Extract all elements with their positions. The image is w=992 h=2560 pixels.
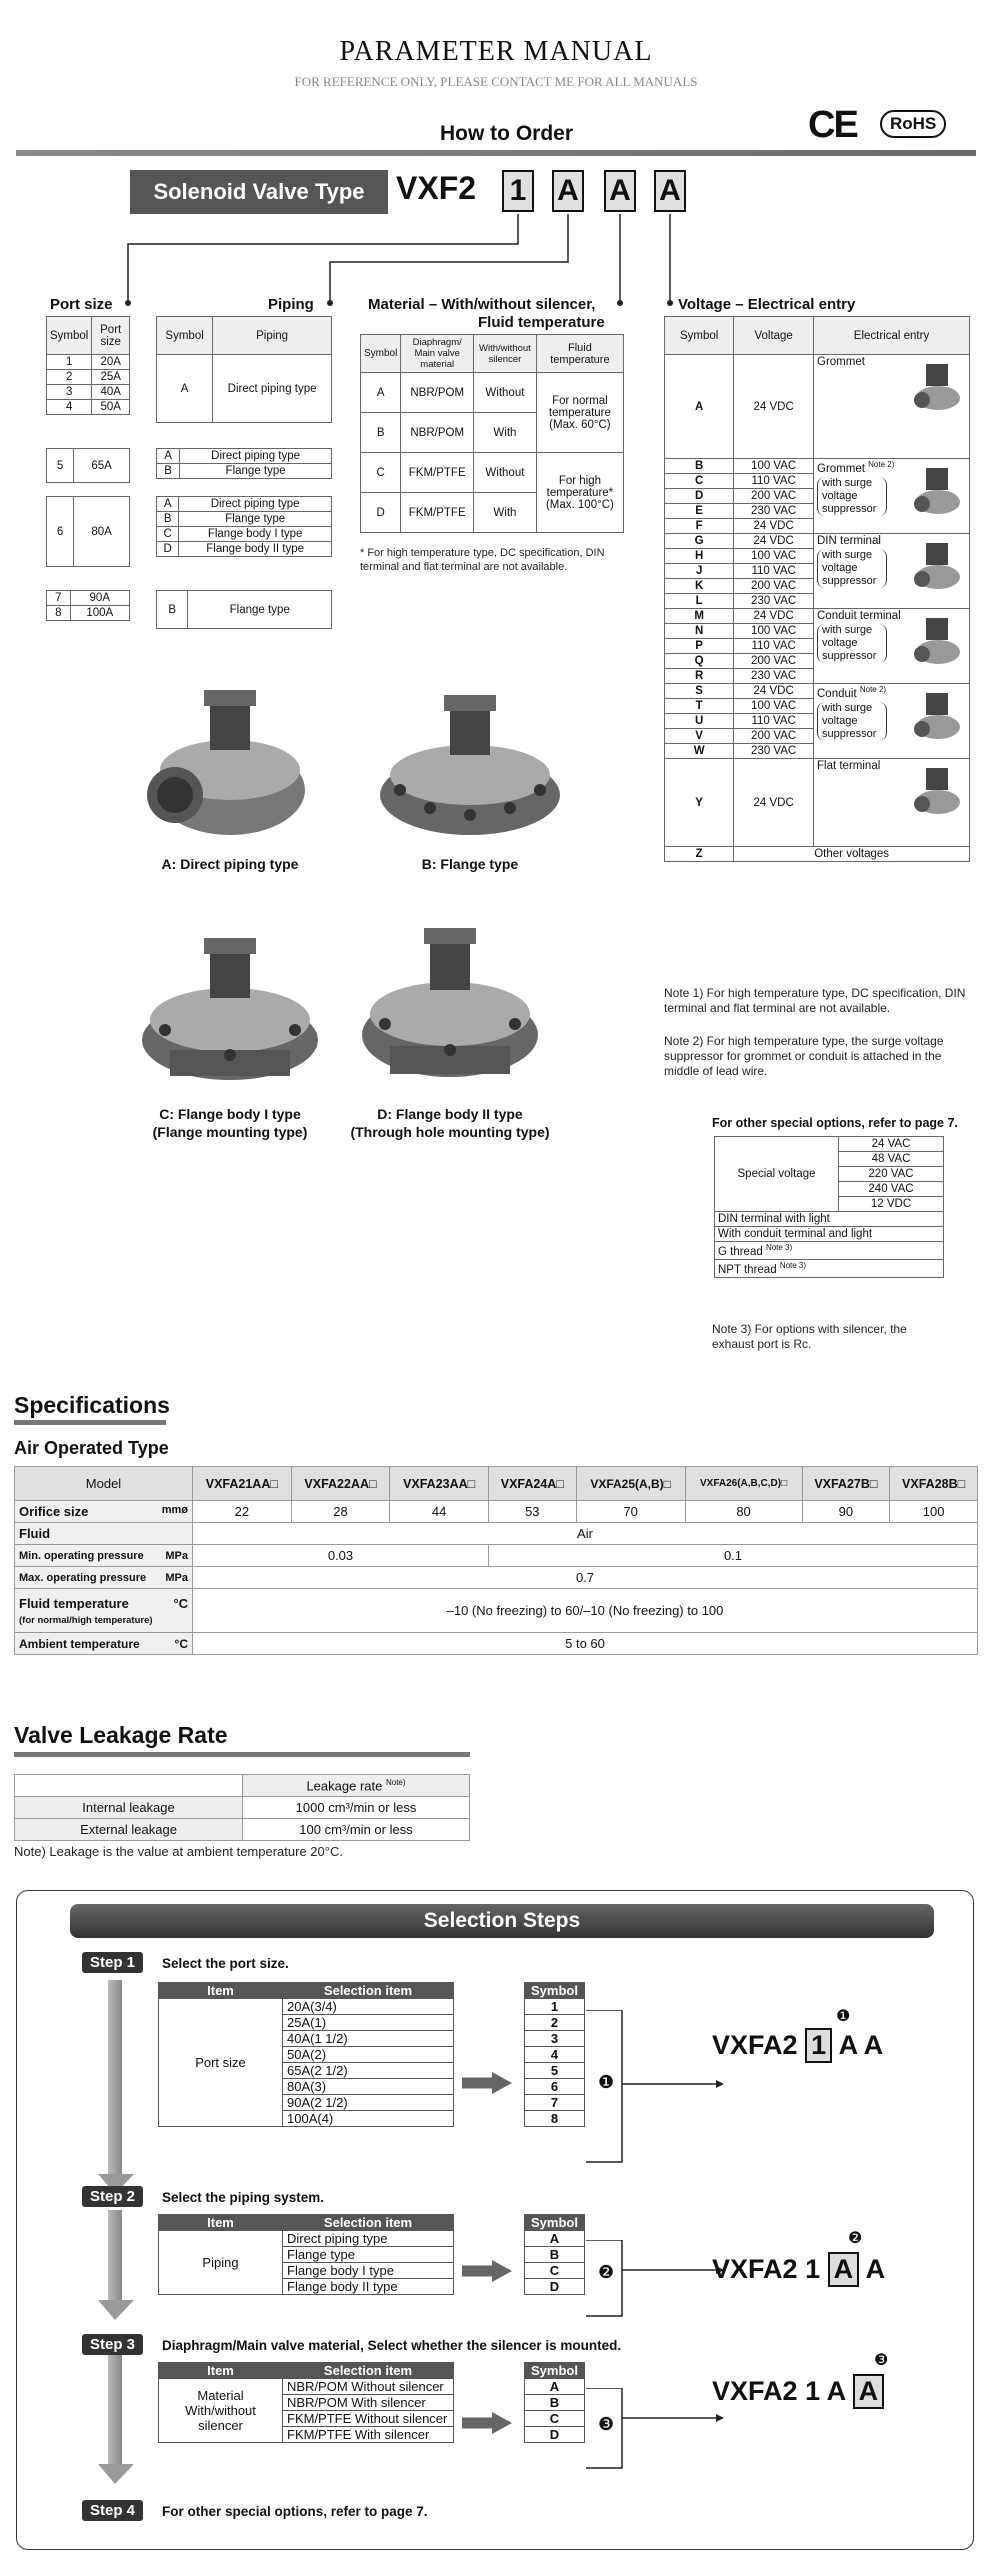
step-2-connector bbox=[586, 2240, 726, 2320]
specifications-table: Model VXFA21AA□ VXFA22AA□ VXFA23AA□ VXFA24A□ VXFA25(A,B)□ VXFA26(A,B,C,D)□ VXFA27B□ VXFA28B□ Orifice size mmø 22 28 44 53 70 80 90 100 Fluid Air Min. operating pressure MPa 0.03 0.1 Max. operating pressure MPa 0.7 Fluid temperature °C (for normal/high temperature) –10 (No freezing) to 60/–10 (No freezing) to 100 Ambient temperature °C 5 to 60 bbox=[14, 1466, 978, 1655]
leakage-note: Note) Leakage is the value at ambient temperature 20°C. bbox=[14, 1844, 343, 1859]
material-heading-2: Fluid temperature bbox=[478, 314, 605, 331]
step-3-marker: ❸ bbox=[598, 2414, 615, 2434]
order-code-port: 1 bbox=[502, 170, 534, 212]
step-4-text: For other special options, refer to page 7. bbox=[162, 2504, 428, 2519]
material-table: Symbol Diaphragm/ Main valve material With/without silencer Fluid temperature A NBR/POM Without For normal temperature (Max. 60°C) B NBR/POM With C FKM/PTFE Without For high temperature* (Max. 100°C) D FKM/PTFE With bbox=[360, 334, 624, 533]
step-2-code-marker: ❷ bbox=[848, 2230, 863, 2247]
step-4-badge: Step 4 bbox=[82, 2500, 143, 2521]
step-1-connector bbox=[586, 2010, 726, 2170]
step-1-code: VXFA2 1 A A bbox=[712, 2028, 883, 2063]
voltage-table: Symbol Voltage Electrical entry A 24 VDC Grommet B 100 VAC Grommet $^{Note 2)}$ with surge voltage suppressor C 110 VAC D 200 VAC E 230 VAC F 24 VDC G 24 VDC DIN terminal with surge voltage suppressor H 100 VAC J 110 VAC K 200 VAC L 230 VAC M 24 VDC Conduit terminal with surge voltage suppressor N 100 VAC P 110 VAC Q 200 VAC R 230 VAC S 24 VDC Conduit $^{Note 2)}$ with surge voltage suppressor T 100 VAC U 110 VAC V 200 VAC W 230 VAC Y 24 VDC Flat terminal Z Other voltages bbox=[664, 316, 970, 862]
piping-table-2: A Direct piping type B Flange type bbox=[156, 448, 332, 479]
step-1-marker: ❶ bbox=[598, 2072, 615, 2092]
step-3-code: VXFA2 1 A A bbox=[712, 2374, 884, 2409]
ce-mark: CE bbox=[808, 104, 857, 146]
step-3-text: Diaphragm/Main valve material, Select whether the silencer is mounted. bbox=[162, 2338, 622, 2353]
voltage-note-1: Note 1) For high temperature type, DC specification, DIN terminal and flat terminal are not available. bbox=[664, 986, 966, 1015]
caption-a: A: Direct piping type bbox=[161, 856, 299, 872]
piping-table-1: Symbol Piping A Direct piping type bbox=[156, 316, 332, 423]
port-size-table-80: 6 80A bbox=[46, 496, 130, 567]
leakage-rule bbox=[14, 1752, 470, 1757]
special-note-3: Note 3) For options with silencer, the exhaust port is Rc. bbox=[712, 1322, 907, 1351]
step-1-text: Select the port size. bbox=[162, 1956, 289, 1971]
caption-c-sub: (Flange mounting type) bbox=[152, 1124, 308, 1140]
step-2-marker: ❷ bbox=[598, 2262, 615, 2282]
piping-table-3: A Direct piping type B Flange type C Flange body I type D Flange body II type bbox=[156, 496, 332, 557]
voltage-heading: Voltage – Electrical entry bbox=[678, 296, 856, 313]
order-prefix: VXF2 bbox=[396, 170, 477, 206]
port-size-table-90: 7 90A 8 100A bbox=[46, 590, 130, 621]
material-note: * For high temperature type, DC specification, DIN terminal and flat terminal are not available. bbox=[360, 547, 605, 573]
step-3-code-marker: ❸ bbox=[874, 2352, 889, 2369]
caption-d: D: Flange body II type bbox=[377, 1106, 523, 1122]
caption-c: C: Flange body I type bbox=[159, 1106, 301, 1122]
step-3-connector bbox=[586, 2388, 726, 2472]
port-size-table-65: 5 65A bbox=[46, 448, 130, 483]
heading-rule bbox=[16, 150, 976, 156]
step-1-table: Item Selection item Port size 20A(3/4) 25A(1) 40A(1 1/2) 50A(2) 65A(2 1/2) 80A(3) 90A(2 1/2) 100A(4) bbox=[158, 1982, 454, 2127]
valve-image-flange bbox=[370, 680, 570, 850]
step-2-badge: Step 2 bbox=[82, 2186, 143, 2207]
step-3-symbols: Symbol A B C D bbox=[524, 2362, 585, 2443]
step-3-badge: Step 3 bbox=[82, 2334, 143, 2355]
caption-d-sub: (Through hole mounting type) bbox=[350, 1124, 550, 1140]
air-operated-heading: Air Operated Type bbox=[14, 1438, 169, 1458]
leakage-heading: Valve Leakage Rate bbox=[14, 1722, 228, 1748]
port-size-heading: Port size bbox=[50, 296, 113, 313]
caption-b: B: Flange type bbox=[421, 856, 519, 872]
step-1-badge: Step 1 bbox=[82, 1952, 143, 1973]
valve-image-direct bbox=[140, 670, 320, 850]
step-2-table: Item Selection item Piping Direct piping type Flange type Flange body I type Flange body II type bbox=[158, 2214, 454, 2295]
steps-arrow bbox=[96, 1980, 136, 2510]
order-code-voltage: A bbox=[654, 170, 686, 212]
step-1-code-marker: ❶ bbox=[836, 2008, 851, 2025]
step-2-code: VXFA2 1 A A bbox=[712, 2252, 885, 2287]
step-2-text: Select the piping system. bbox=[162, 2190, 325, 2205]
step-3-table: Item Selection item Material With/without silencer NBR/POM Without silencer NBR/POM With silencer FKM/PTFE Without silencer FKM/PTFE With silencer bbox=[158, 2362, 454, 2443]
valve-image-flange-body-2 bbox=[350, 910, 550, 1100]
page-title: PARAMETER MANUAL bbox=[339, 36, 653, 67]
piping-table-4: B Flange type bbox=[156, 590, 332, 629]
special-options-table: Special voltage 24 VAC 48 VAC 220 VAC 240 VAC 12 VDC DIN terminal with light With conduit terminal and light G thread $^{Note 3)}$ NPT thread $^{Note 3)}$ bbox=[714, 1136, 944, 1278]
step-1-symbols: Symbol 1 2 3 4 5 6 7 8 bbox=[524, 1982, 585, 2127]
order-code-material: A bbox=[604, 170, 636, 212]
voltage-note-2: Note 2) For high temperature type, the surge voltage suppressor for grommet or conduit is attached in the middle of lead wire. bbox=[664, 1034, 944, 1078]
piping-heading: Piping bbox=[268, 296, 314, 313]
special-options-heading: For other special options, refer to page 7. bbox=[712, 1116, 958, 1130]
order-code-piping: A bbox=[552, 170, 584, 212]
leakage-table: Leakage rate $^{Note)}$ Internal leakage 1000 cm³/min or less External leakage 100 cm³/min or less bbox=[14, 1774, 470, 1841]
step-2-symbols: Symbol A B C D bbox=[524, 2214, 585, 2295]
how-to-order-heading: How to Order bbox=[440, 122, 574, 145]
material-heading: Material – With/without silencer, bbox=[368, 296, 596, 313]
page-subtitle: FOR REFERENCE ONLY, PLEASE CONTACT ME FOR ALL MANUALS bbox=[294, 74, 698, 89]
specifications-rule bbox=[14, 1420, 166, 1425]
port-size-table: Symbol Port size 1 20A 2 25A 3 40A 4 50A bbox=[46, 316, 130, 415]
selection-steps-heading: Selection Steps bbox=[70, 1904, 934, 1938]
order-connector-lines bbox=[0, 210, 992, 310]
rohs-mark: RoHS bbox=[880, 110, 946, 138]
valve-image-flange-body-1 bbox=[130, 920, 330, 1100]
specifications-heading: Specifications bbox=[14, 1392, 170, 1418]
solenoid-valve-type-label: Solenoid Valve Type bbox=[130, 170, 388, 214]
